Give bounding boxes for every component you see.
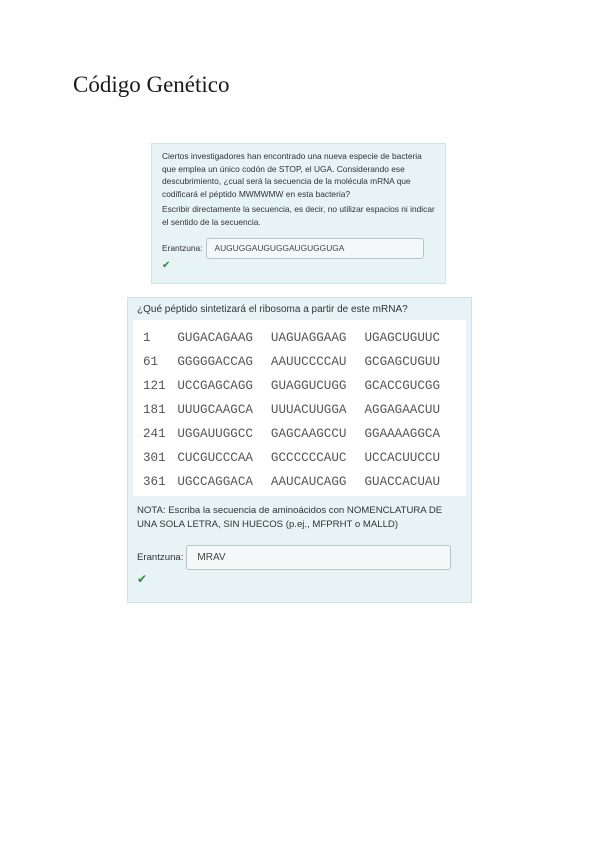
question-text: ¿Qué péptido sintetizará el ribosoma a partir de este mRNA? — [137, 304, 408, 315]
mrna-sequence-table — [133, 320, 466, 496]
sequence-block: AAUCAUCAGG — [270, 475, 347, 489]
sequence-row — [143, 422, 458, 446]
sequence-position: 61 — [143, 355, 159, 369]
sequence-block: CUCGUCCCAA — [177, 451, 253, 465]
sequence-block: GUAGGUCUGG — [270, 379, 347, 393]
question-text: Ciertos investigadores han encontrado una nueva especie de bacteria que emplea un único codón de STOP, el UGA. Considerando ese descubrimiento, ¿cual será la secuencia de la molécula mRNA que codificará el péptido MWMWMW en esta bacteria? — [162, 151, 422, 199]
sequence-position: 121 — [143, 379, 166, 393]
sequence-block: UGAGCUGUUC — [364, 331, 441, 345]
correct-check-icon: ✔ — [162, 259, 171, 271]
sequence-block: UAGUAGGAAG — [270, 331, 347, 345]
sequence-block: UGGAUUGGCC — [177, 427, 253, 441]
sequence-row — [143, 446, 458, 470]
question-card-stop-codon — [151, 143, 446, 284]
sequence-block: GCACCGUCGG — [364, 379, 441, 393]
sequence-position: 301 — [143, 451, 166, 465]
sequence-row — [143, 326, 458, 350]
sequence-row — [143, 350, 458, 374]
sequence-block: UCCACUUCCU — [364, 451, 441, 465]
sequence-block: GUGACAGAAG — [177, 331, 253, 345]
answer-input[interactable]: MRAV — [186, 545, 451, 570]
sequence-block: GCCCCCCAUC — [270, 451, 347, 465]
sequence-block: GGGGGACCAG — [177, 355, 253, 369]
question-card-peptide — [127, 297, 472, 603]
answer-row — [137, 545, 462, 570]
sequence-position: 361 — [143, 475, 166, 489]
answer-label: Erantzuna: — [137, 552, 184, 563]
sequence-row — [143, 374, 458, 398]
note-text: NOTA: Escriba la secuencia de aminoácidos con NOMENCLATURA DE UNA SOLA LETRA, SIN HUECOS (p.ej., MFPRHT o MALLD) — [137, 505, 443, 530]
sequence-block: UUUACUUGGA — [270, 403, 347, 417]
sequence-block: GGAAAAGGCA — [364, 427, 441, 441]
sequence-position: 241 — [143, 427, 166, 441]
page-title: Código Genético — [73, 72, 230, 97]
sequence-block: UGCCAGGACA — [177, 475, 253, 489]
answer-label: Erantzuna: — [162, 243, 203, 254]
question-instructions: Escribir directamente la secuencia, es decir, no utilizar espacios ni indicar el sentido de la secuencia. — [162, 204, 435, 227]
sequence-row — [143, 470, 458, 494]
sequence-block: GAGCAAGCCU — [270, 427, 347, 441]
sequence-row — [143, 398, 458, 422]
answer-input[interactable]: AUGUGGAUGUGGAUGUGGUGA — [206, 238, 424, 259]
sequence-block: GCGAGCUGUU — [364, 355, 441, 369]
sequence-block: UUUGCAAGCA — [177, 403, 253, 417]
sequence-block: GUACCACUAU — [364, 475, 441, 489]
sequence-position: 181 — [143, 403, 166, 417]
correct-check-icon: ✔ — [137, 572, 148, 586]
sequence-block: AAUUCCCCAU — [270, 355, 347, 369]
sequence-block: UCCGAGCAGG — [177, 379, 253, 393]
sequence-block: AGGAGAACUU — [364, 403, 441, 417]
answer-row — [162, 238, 435, 259]
sequence-position: 1 — [143, 331, 151, 345]
